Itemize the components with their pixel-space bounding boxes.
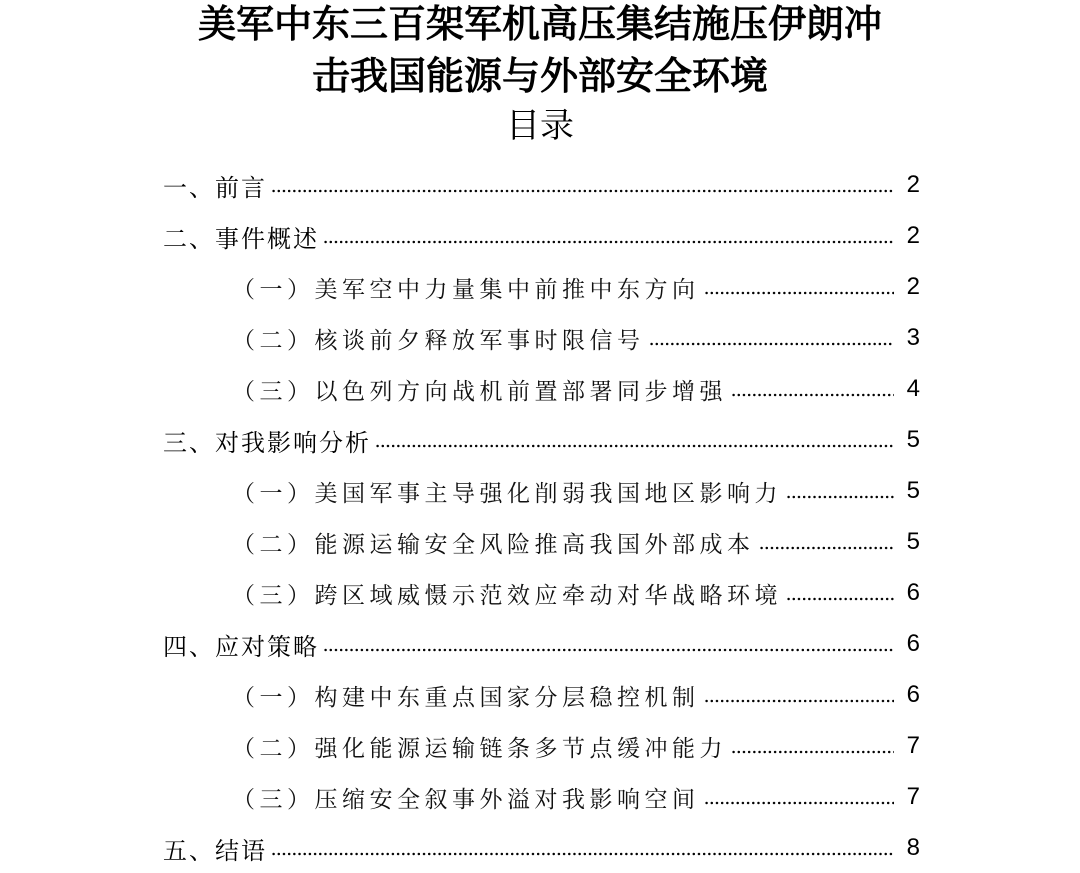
toc-entry-label: 三、对我影响分析: [163, 428, 371, 457]
toc-heading: 目录: [506, 106, 574, 146]
toc-page-number: 5: [906, 477, 920, 504]
toc-subentry-narrative-spillover[interactable]: [0, 772, 1080, 822]
dot-leader: [704, 699, 895, 703]
dot-leader: [704, 291, 895, 295]
toc-page-number: 5: [906, 528, 920, 555]
toc-subentry-air-power[interactable]: [0, 262, 1080, 312]
toc-page-number: 6: [906, 579, 920, 606]
toc-entry-strategies[interactable]: [0, 619, 1080, 669]
toc-entry-label: （三）跨区域威慑示范效应牵动对华战略环境: [232, 582, 782, 609]
dot-leader: [731, 393, 894, 397]
toc-page-number: 3: [906, 324, 920, 351]
toc-entry-label: （二）能源运输安全风险推高我国外部成本: [232, 531, 755, 558]
toc-page-number: 8: [906, 834, 920, 861]
dot-leader: [323, 240, 894, 244]
toc-entry-label: 五、结语: [163, 836, 267, 865]
toc-entry-event-overview[interactable]: [0, 211, 1080, 261]
toc-entry-label: （一）美国军事主导强化削弱我国地区影响力: [232, 480, 782, 507]
toc-entry-label: （一）构建中东重点国家分层稳控机制: [232, 684, 700, 711]
toc-entry-label: （三）压缩安全叙事外溢对我影响空间: [232, 786, 700, 813]
dot-leader: [271, 189, 894, 193]
dot-leader: [375, 444, 894, 448]
dot-leader: [649, 342, 895, 346]
toc-entry-label: （二）强化能源运输链条多节点缓冲能力: [232, 735, 727, 762]
document-title-line-1: 美军中东三百架军机高压集结施压伊朗冲: [197, 1, 882, 46]
toc-page-number: 2: [906, 273, 920, 300]
dot-leader: [759, 546, 895, 550]
toc-page-number: 7: [906, 732, 920, 759]
document-title-line-2: 击我国能源与外部安全环境: [311, 53, 768, 98]
toc-entry-label: （二）核谈前夕释放军事时限信号: [232, 327, 645, 354]
toc-page-number: 2: [906, 171, 920, 198]
toc-entry-label: 二、事件概述: [163, 224, 319, 253]
toc-entry-conclusion[interactable]: [0, 823, 1080, 873]
toc-entry-label: （三）以色列方向战机前置部署同步增强: [232, 378, 727, 405]
toc-page-number: 2: [906, 222, 920, 249]
toc-subentry-deadline-signal[interactable]: [0, 313, 1080, 363]
toc-entry-label: 一、前言: [163, 173, 267, 202]
toc-subentry-energy-transport-risk[interactable]: [0, 517, 1080, 567]
dot-leader: [731, 750, 894, 754]
dot-leader: [271, 852, 894, 856]
dot-leader: [323, 648, 894, 652]
dot-leader: [786, 495, 894, 499]
toc-subentry-regional-influence[interactable]: [0, 466, 1080, 516]
toc-subentry-buffer-capacity[interactable]: [0, 721, 1080, 771]
toc-page-number: 5: [906, 426, 920, 453]
toc-entry-label: 四、应对策略: [163, 632, 319, 661]
toc-entry-label: （一）美军空中力量集中前推中东方向: [232, 276, 700, 303]
toc-subentry-stability-mechanism[interactable]: [0, 670, 1080, 720]
dot-leader: [704, 801, 895, 805]
toc-page-number: 7: [906, 783, 920, 810]
toc-page-number: 6: [906, 681, 920, 708]
toc-entry-preface[interactable]: [0, 160, 1080, 210]
toc-subentry-israel-deployment[interactable]: [0, 364, 1080, 414]
toc-entry-impact-analysis[interactable]: [0, 415, 1080, 465]
toc-subentry-deterrence-effect[interactable]: [0, 568, 1080, 618]
toc-page-number: 4: [906, 375, 920, 402]
dot-leader: [786, 597, 894, 601]
table-of-contents: [0, 160, 1080, 865]
toc-page-number: 6: [906, 630, 920, 657]
